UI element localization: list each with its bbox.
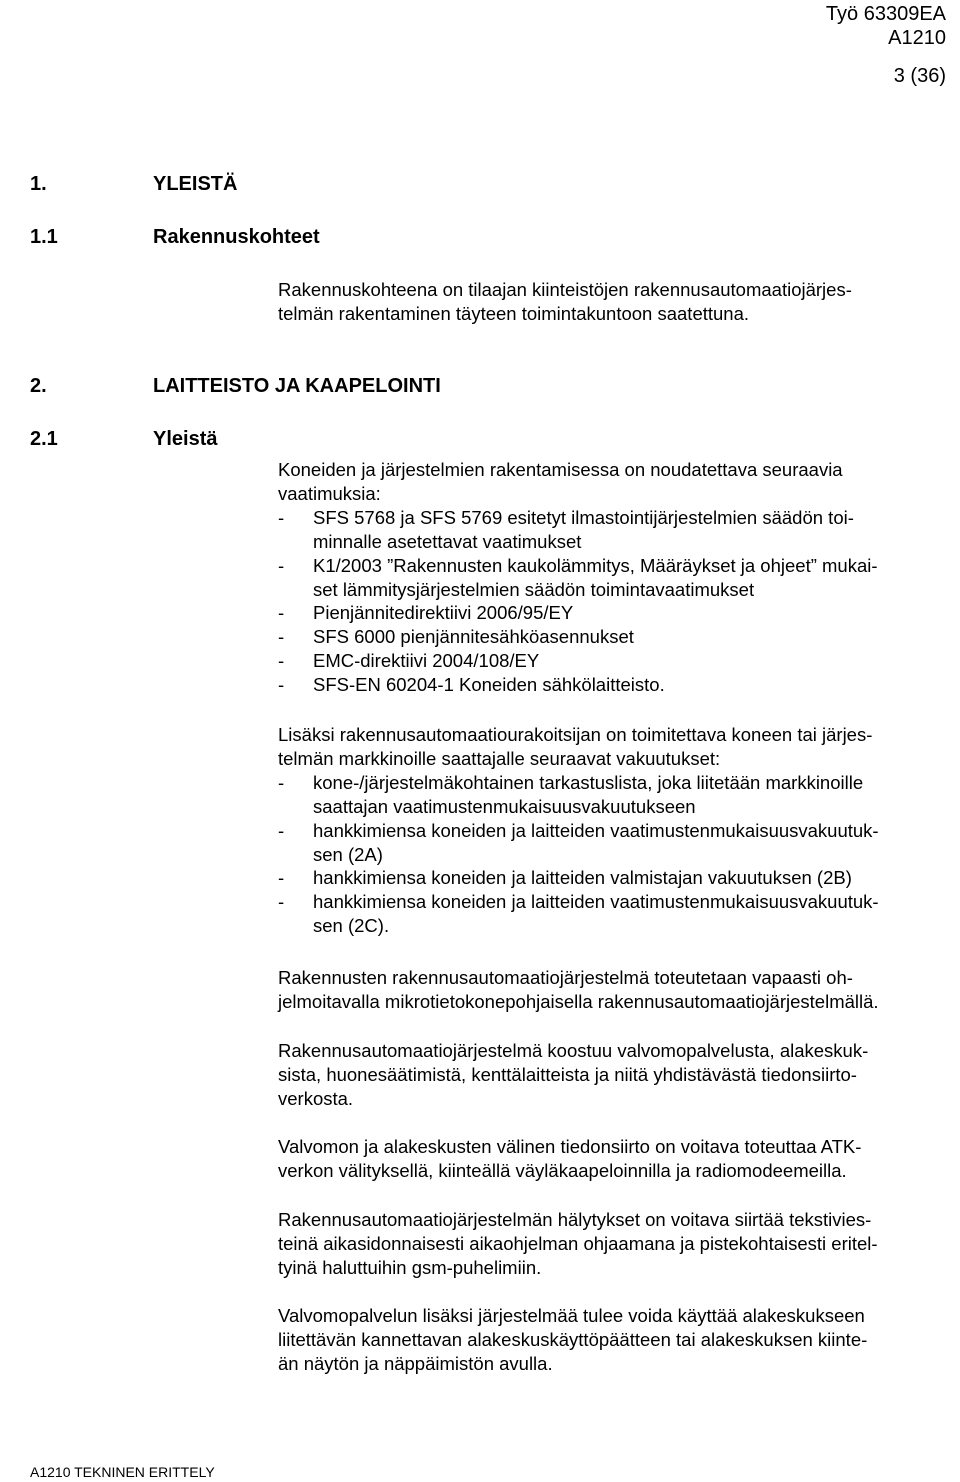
- list-item-continuation: minnalle asetettavat vaatimukset: [313, 530, 582, 552]
- list-item: - SFS 6000 pienjännitesähköasennukset: [278, 626, 634, 648]
- section-1-1-paragraph: [278, 278, 960, 326]
- text-line: vaatimuksia:: [278, 482, 381, 504]
- bullet-dash: -: [278, 891, 285, 913]
- paragraph-system-implementation: [278, 966, 960, 1014]
- heading-2-title: LAITTEISTO JA KAAPELOINTI: [153, 375, 441, 397]
- assurances-paragraph: [278, 723, 960, 938]
- text-line: Koneiden ja järjestelmien rakentamisessa on noudatettava seuraavia: [278, 459, 843, 480]
- list-item: - hankkimiensa koneiden ja laitteiden vaatimustenmukaisuusvakuutuk-: [278, 819, 879, 841]
- text-line: tyinä haluttuihin gsm-puhelimiin.: [278, 1256, 542, 1278]
- bullet-dash: -: [278, 506, 285, 528]
- header-page-number: 3 (36): [893, 65, 946, 87]
- bullet-dash: -: [278, 674, 285, 696]
- text-line: verkon välityksellä, kiinteällä väyläkaapeloinnilla ja radiomodeemeilla.: [278, 1159, 847, 1181]
- text-line: Rakennusautomaatiojärjestelmän hälytykset on voitava siirtää tekstivies-: [278, 1209, 872, 1230]
- heading-2-number: 2.: [30, 375, 47, 397]
- text-line: telmän markkinoille saattajalle seuraavat vakuutukset:: [278, 747, 721, 769]
- text-line: Rakennusautomaatiojärjestelmä koostuu valvomopalvelusta, alakeskuk-: [278, 1040, 869, 1061]
- list-item-continuation: saattajan vaatimustenmukaisuusvakuutukseen: [313, 795, 696, 817]
- list-item-continuation: set lämmitysjärjestelmien säädön toimintavaatimukset: [313, 578, 755, 600]
- text-line: Valvomopalvelun lisäksi järjestelmää tulee voida käyttää alakeskukseen: [278, 1305, 865, 1326]
- paragraph-alarms: [278, 1208, 960, 1280]
- list-item-continuation: sen (2A): [313, 843, 383, 865]
- requirements-paragraph: [278, 458, 960, 697]
- text-line: verkosta.: [278, 1087, 354, 1109]
- list-item: - Pienjännitedirektiivi 2006/95/EY: [278, 602, 574, 624]
- list-item: - hankkimiensa koneiden ja laitteiden valmistajan vakuutuksen (2B): [278, 867, 852, 889]
- list-item: - SFS 5768 ja SFS 5769 esitetyt ilmastointijärjestelmien säädön toi-: [278, 506, 854, 528]
- heading-1-1-title: Rakennuskohteet: [153, 226, 320, 248]
- heading-1-number: 1.: [30, 173, 47, 195]
- paragraph-data-transfer: [278, 1135, 960, 1183]
- text-line: än näytön ja näppäimistön avulla.: [278, 1352, 553, 1374]
- list-item: - EMC-direktiivi 2004/108/EY: [278, 650, 540, 672]
- text-line: sista, huonesäätimistä, kenttälaitteista ja niitä yhdistävästä tiedonsiirto-: [278, 1063, 857, 1085]
- list-item: - hankkimiensa koneiden ja laitteiden vaatimustenmukaisuusvakuutuk-: [278, 891, 879, 913]
- heading-2-1-number: 2.1: [30, 428, 58, 450]
- footer-text: A1210 TEKNINEN ERITTELY: [30, 1464, 215, 1480]
- text-line: teinä aikasidonnaisesti aikaohjelman ohjaamana ja pistekohtaisesti eritel-: [278, 1232, 878, 1254]
- list-item: - K1/2003 ”Rakennusten kaukolämmitys, Määräykset ja ohjeet” mukai-: [278, 554, 878, 576]
- bullet-dash: -: [278, 602, 285, 624]
- text-line: liitettävän kannettavan alakeskuskäyttöpäätteen tai alakeskuksen kiinte-: [278, 1328, 868, 1350]
- list-item: - kone-/järjestelmäkohtainen tarkastuslista, joka liitetään markkinoille: [278, 771, 864, 793]
- header-work-id: Työ 63309EA: [825, 3, 946, 25]
- paragraph-local-operation: [278, 1304, 960, 1376]
- bullet-dash: -: [278, 650, 285, 672]
- bullet-dash: -: [278, 554, 285, 576]
- heading-1-title: YLEISTÄ: [153, 173, 238, 195]
- heading-2-1-title: Yleistä: [153, 428, 218, 450]
- list-item: - SFS-EN 60204-1 Koneiden sähkölaitteisto.: [278, 674, 665, 696]
- text-line: Lisäksi rakennusautomaatiourakoitsijan on toimitettava koneen tai järjes-: [278, 724, 873, 745]
- bullet-dash: -: [278, 771, 285, 793]
- text-line: Rakennusten rakennusautomaatiojärjestelmä toteutetaan vapaasti oh-: [278, 967, 853, 988]
- list-item-continuation: sen (2C).: [313, 915, 390, 937]
- header-doc-code: A1210: [888, 27, 946, 49]
- text-line: telmän rakentaminen täyteen toimintakuntoon saatettuna.: [278, 302, 750, 324]
- bullet-dash: -: [278, 819, 285, 841]
- text-line: Valvomon ja alakeskusten välinen tiedonsiirto on voitava toteuttaa ATK-: [278, 1136, 862, 1157]
- text-line: Rakennuskohteena on tilaajan kiinteistöjen rakennusautomaatiojärjes-: [278, 279, 852, 300]
- bullet-dash: -: [278, 867, 285, 889]
- bullet-dash: -: [278, 626, 285, 648]
- heading-1-1-number: 1.1: [30, 226, 58, 248]
- paragraph-system-composition: [278, 1039, 960, 1111]
- text-line: jelmoitavalla mikrotietokonepohjaisella rakennusautomaatiojärjestelmällä.: [278, 990, 879, 1012]
